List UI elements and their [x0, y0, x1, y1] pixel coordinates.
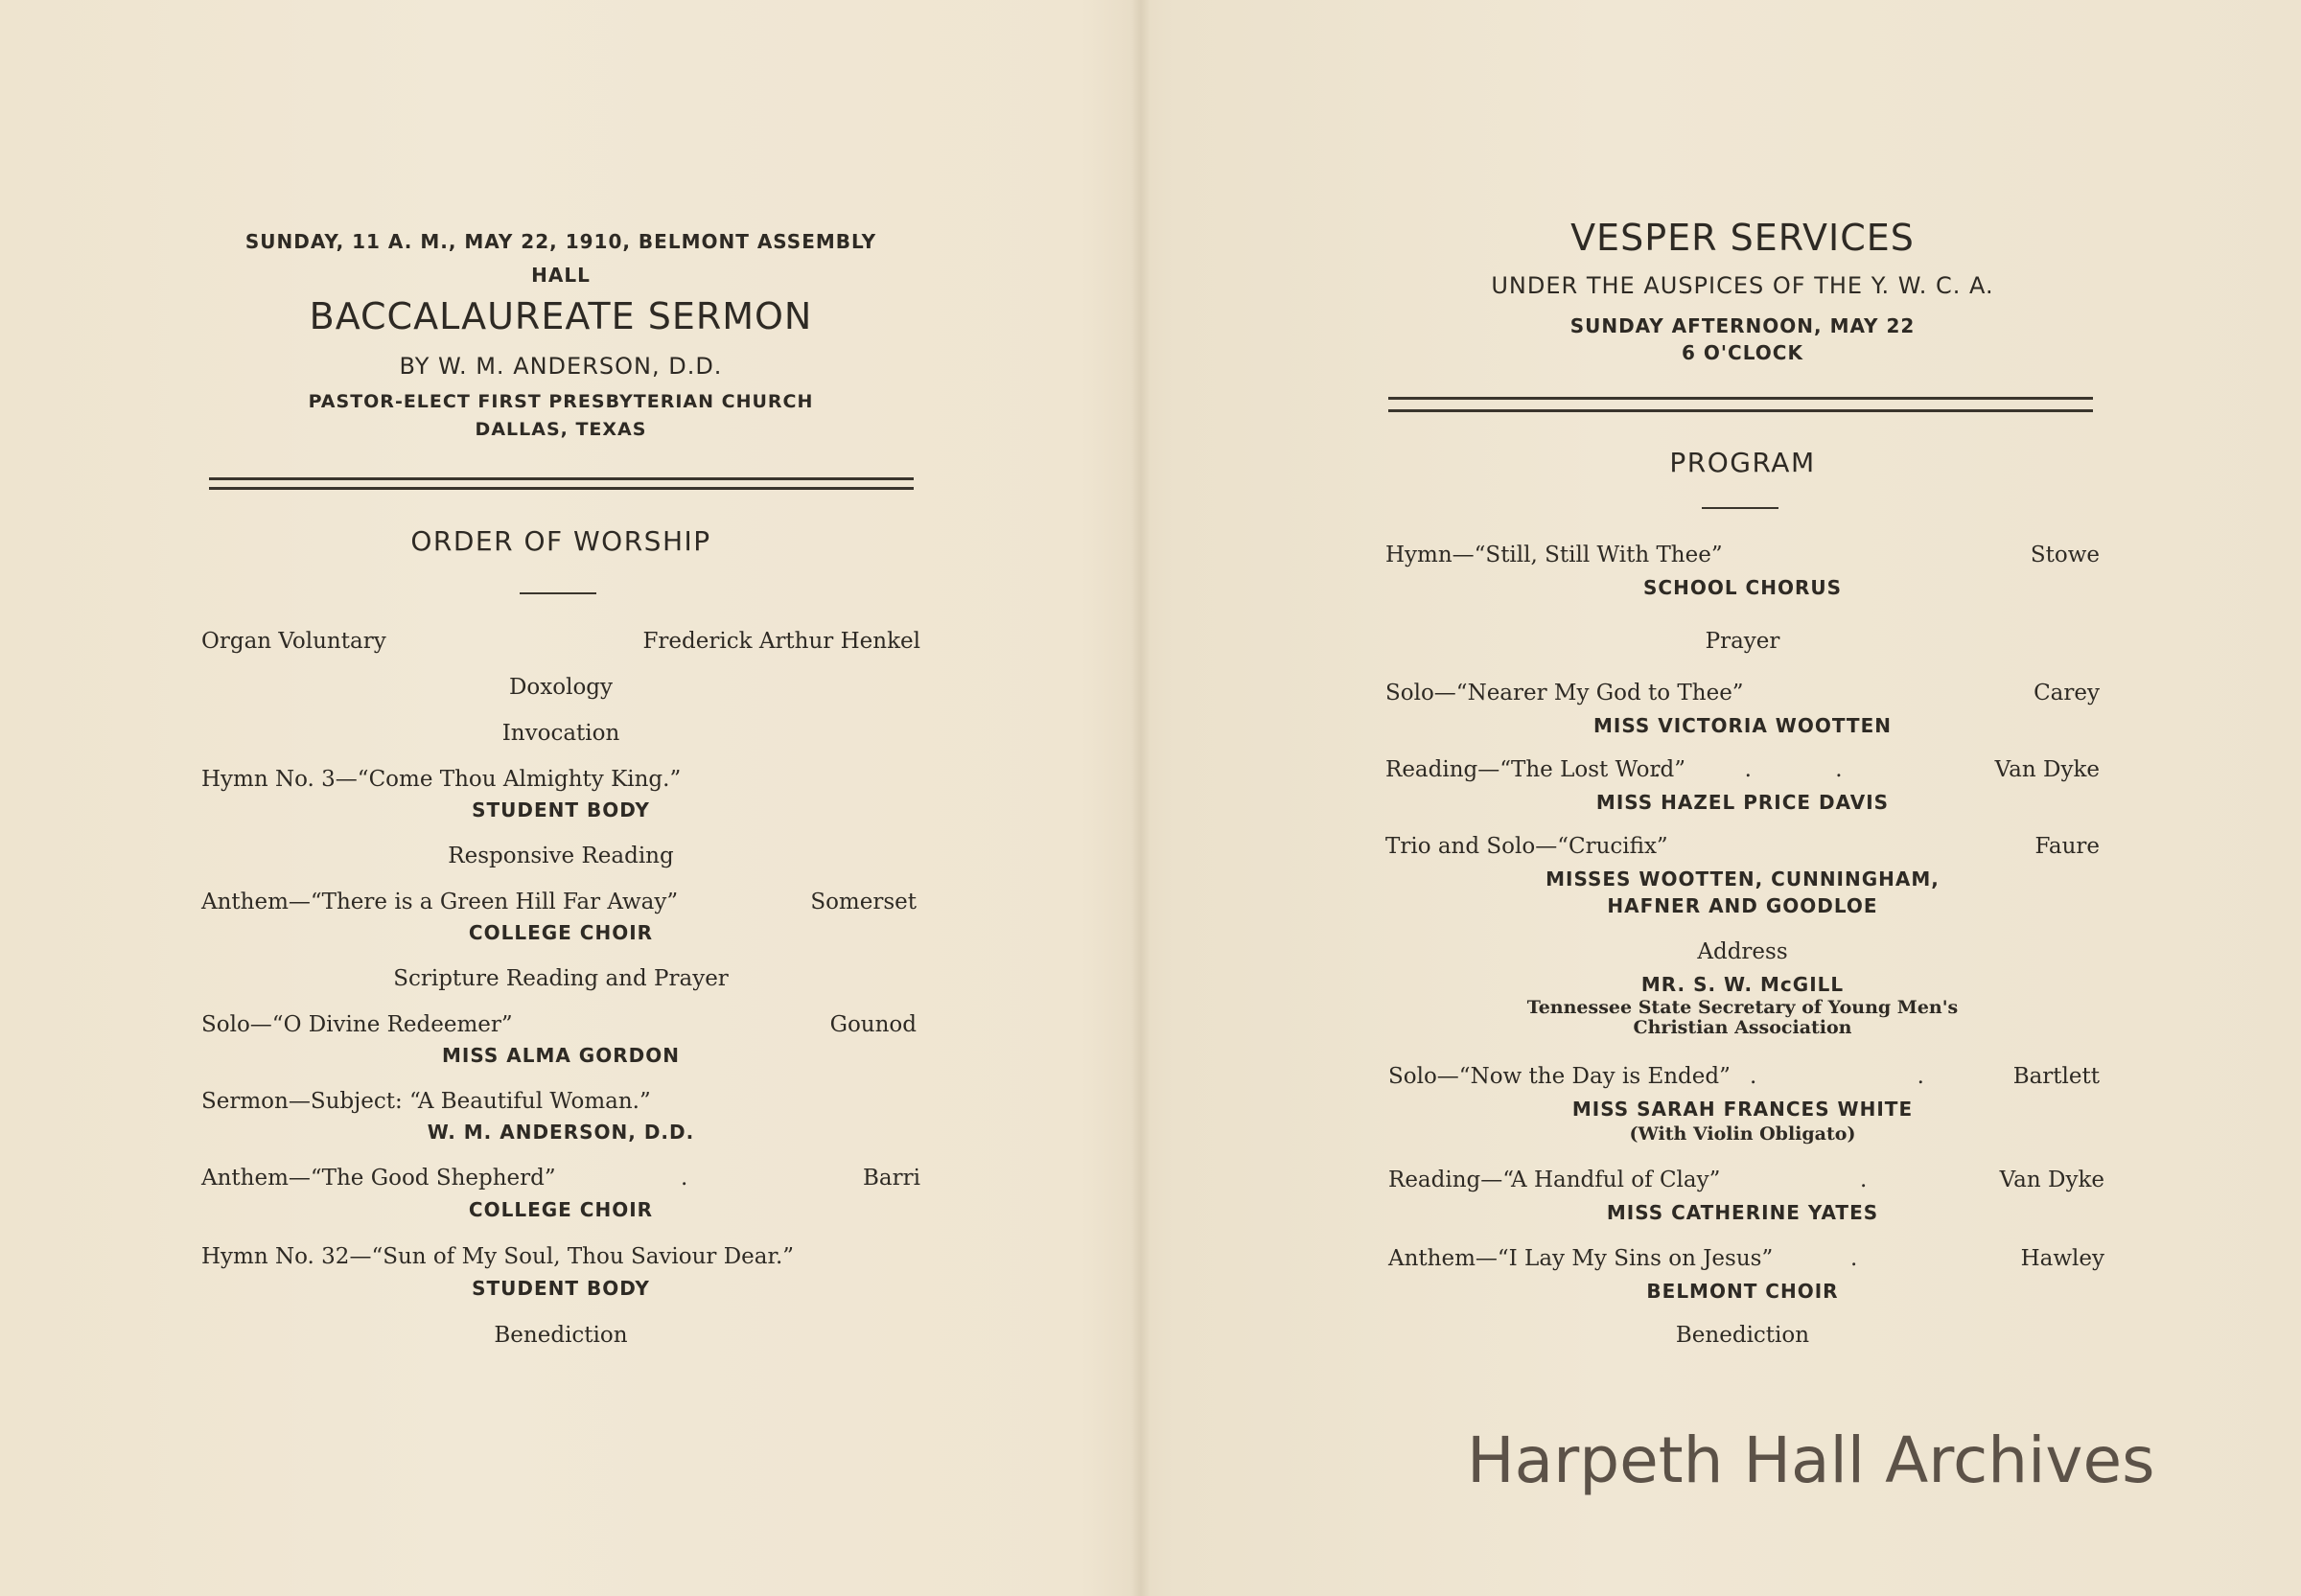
right-item-performer: MISS SARAH FRANCES WHITE — [1571, 1098, 1914, 1121]
right-section-divider — [1702, 507, 1778, 509]
left-item-hymn32 — [201, 1244, 920, 1273]
left-item-title: Sermon—Subject: “A Beautiful Woman.” — [201, 1089, 651, 1114]
archive-watermark: Harpeth Hall Archives — [1467, 1423, 2155, 1497]
left-header-line1: SUNDAY, 11 A. M., MAY 22, 1910, BELMONT ASSEMBLY — [244, 230, 877, 253]
left-item-credit: Somerset — [810, 890, 917, 914]
left-item-doxology: Doxology — [508, 675, 614, 700]
left-byline: BY W. M. ANDERSON, D.D. — [399, 353, 723, 380]
left-item-credit: Frederick Arthur Henkel — [642, 629, 920, 654]
left-item-title: Anthem—“There is a Green Hill Far Away” — [201, 890, 679, 914]
right-item-speaker: MR. S. W. McGILL — [1640, 973, 1845, 996]
right-item-prayer: Prayer — [1705, 629, 1780, 654]
left-title: BACCALAUREATE SERMON — [309, 295, 813, 337]
right-double-rule-top — [1388, 397, 2093, 400]
right-item-performer: MISS VICTORIA WOOTTEN — [1593, 714, 1892, 737]
right-item-title: Solo—“Now the Day is Ended” — [1388, 1064, 1731, 1089]
right-item-performer: MISS HAZEL PRICE DAVIS — [1595, 791, 1890, 814]
right-item-hymn — [1385, 543, 2100, 571]
right-item-credit: Van Dyke — [1999, 1168, 2104, 1192]
right-item-title: Hymn—“Still, Still With Thee” — [1385, 543, 1723, 567]
right-section-title: PROGRAM — [1669, 447, 1816, 478]
right-time-line: 6 O'CLOCK — [1682, 341, 1803, 364]
left-item-scripture: Scripture Reading and Prayer — [393, 966, 729, 991]
right-item-credit: Stowe — [2030, 543, 2100, 567]
right-item-title: Solo—“Nearer My God to Thee” — [1385, 681, 1744, 705]
right-item-title: Anthem—“I Lay My Sins on Jesus” — [1388, 1246, 1774, 1271]
left-item-performer: STUDENT BODY — [472, 798, 650, 821]
right-item-title: Reading—“The Lost Word” — [1385, 757, 1685, 782]
leader-dots: . . . — [1654, 757, 1881, 782]
right-item-performer-note: (With Violin Obligato) — [1629, 1123, 1856, 1145]
left-item-performer: MISS ALMA GORDON — [442, 1044, 680, 1067]
left-item-performer: STUDENT BODY — [472, 1277, 650, 1300]
right-item-credit: Van Dyke — [1994, 757, 2100, 782]
right-item-performer: MISS CATHERINE YATES — [1606, 1201, 1879, 1224]
left-header-line2: HALL — [531, 264, 591, 287]
left-item-credit: Barri — [863, 1166, 920, 1191]
leader-dot: . — [681, 1166, 688, 1191]
right-item-anthem — [1385, 1246, 2104, 1275]
right-item-title: Trio and Solo—“Crucifix” — [1385, 834, 1668, 859]
right-item-performer: MISSES WOOTTEN, CUNNINGHAM, — [1546, 867, 1940, 891]
left-double-rule-top — [209, 477, 914, 480]
leader-dot: . — [1860, 1168, 1868, 1192]
leader-dots: . . — [1750, 1064, 2001, 1089]
right-item-reading1 — [1385, 757, 2100, 786]
left-item-credit: Gounod — [829, 1012, 917, 1037]
right-item-address: Address — [1697, 939, 1788, 964]
right-title: VESPER SERVICES — [1570, 217, 1915, 259]
leader-dot: . — [1850, 1246, 1858, 1271]
right-item-title: Reading—“A Handful of Clay” — [1388, 1168, 1721, 1192]
right-subtitle: UNDER THE AUSPICES OF THE Y. W. C. A. — [1491, 272, 1994, 299]
right-item-solo1 — [1385, 681, 2100, 709]
right-item-performer-line2: HAFNER AND GOODLOE — [1607, 894, 1878, 917]
right-item-credit: Faure — [2034, 834, 2100, 859]
left-item-performer: W. M. ANDERSON, D.D. — [427, 1121, 695, 1144]
left-item-performer: COLLEGE CHOIR — [468, 921, 654, 944]
right-item-trio — [1385, 834, 2100, 863]
left-item-invocation: Invocation — [501, 721, 620, 746]
left-item-title: Anthem—“The Good Shepherd” — [201, 1166, 556, 1191]
left-item-title: Organ Voluntary — [201, 629, 386, 654]
left-item-benediction: Benediction — [494, 1323, 628, 1348]
right-item-solo2 — [1385, 1064, 2100, 1093]
right-date-line: SUNDAY AFTERNOON, MAY 22 — [1569, 314, 1916, 337]
left-item-performer: COLLEGE CHOIR — [468, 1198, 654, 1221]
right-item-credit: Carey — [2034, 681, 2100, 705]
left-item-title: Solo—“O Divine Redeemer” — [201, 1012, 513, 1037]
left-item-solo — [201, 1012, 920, 1041]
left-section-divider — [520, 592, 596, 594]
left-item-sermon — [201, 1089, 920, 1118]
right-item-performer: SCHOOL CHORUS — [1643, 576, 1842, 599]
left-item-hymn3 — [201, 767, 920, 796]
right-item-speaker-note1: Tennessee State Secretary of Young Men's — [1526, 997, 1959, 1018]
left-pastor-line1: PASTOR-ELECT FIRST PRESBYTERIAN CHURCH — [308, 391, 814, 412]
left-double-rule-bottom — [209, 487, 914, 490]
right-item-reading2 — [1385, 1168, 2104, 1196]
right-item-speaker-note2: Christian Association — [1633, 1017, 1852, 1038]
left-item-anthem1 — [201, 890, 920, 918]
center-fold — [1131, 0, 1150, 1596]
left-item-anthem2 — [201, 1166, 920, 1194]
right-item-credit: Bartlett — [2012, 1064, 2100, 1089]
left-item-title: Hymn No. 32—“Sun of My Soul, Thou Saviour Dear.” — [201, 1244, 795, 1269]
left-item-title: Hymn No. 3—“Come Thou Almighty King.” — [201, 767, 682, 792]
left-section-title: ORDER OF WORSHIP — [410, 525, 711, 557]
right-item-credit: Hawley — [2020, 1246, 2104, 1271]
right-item-performer: BELMONT CHOIR — [1646, 1280, 1839, 1303]
left-item-organ — [201, 629, 920, 658]
left-pastor-line2: DALLAS, TEXAS — [475, 419, 647, 440]
right-item-benediction: Benediction — [1675, 1323, 1810, 1348]
right-double-rule-bottom — [1388, 409, 2093, 412]
left-item-responsive-reading: Responsive Reading — [448, 844, 674, 868]
